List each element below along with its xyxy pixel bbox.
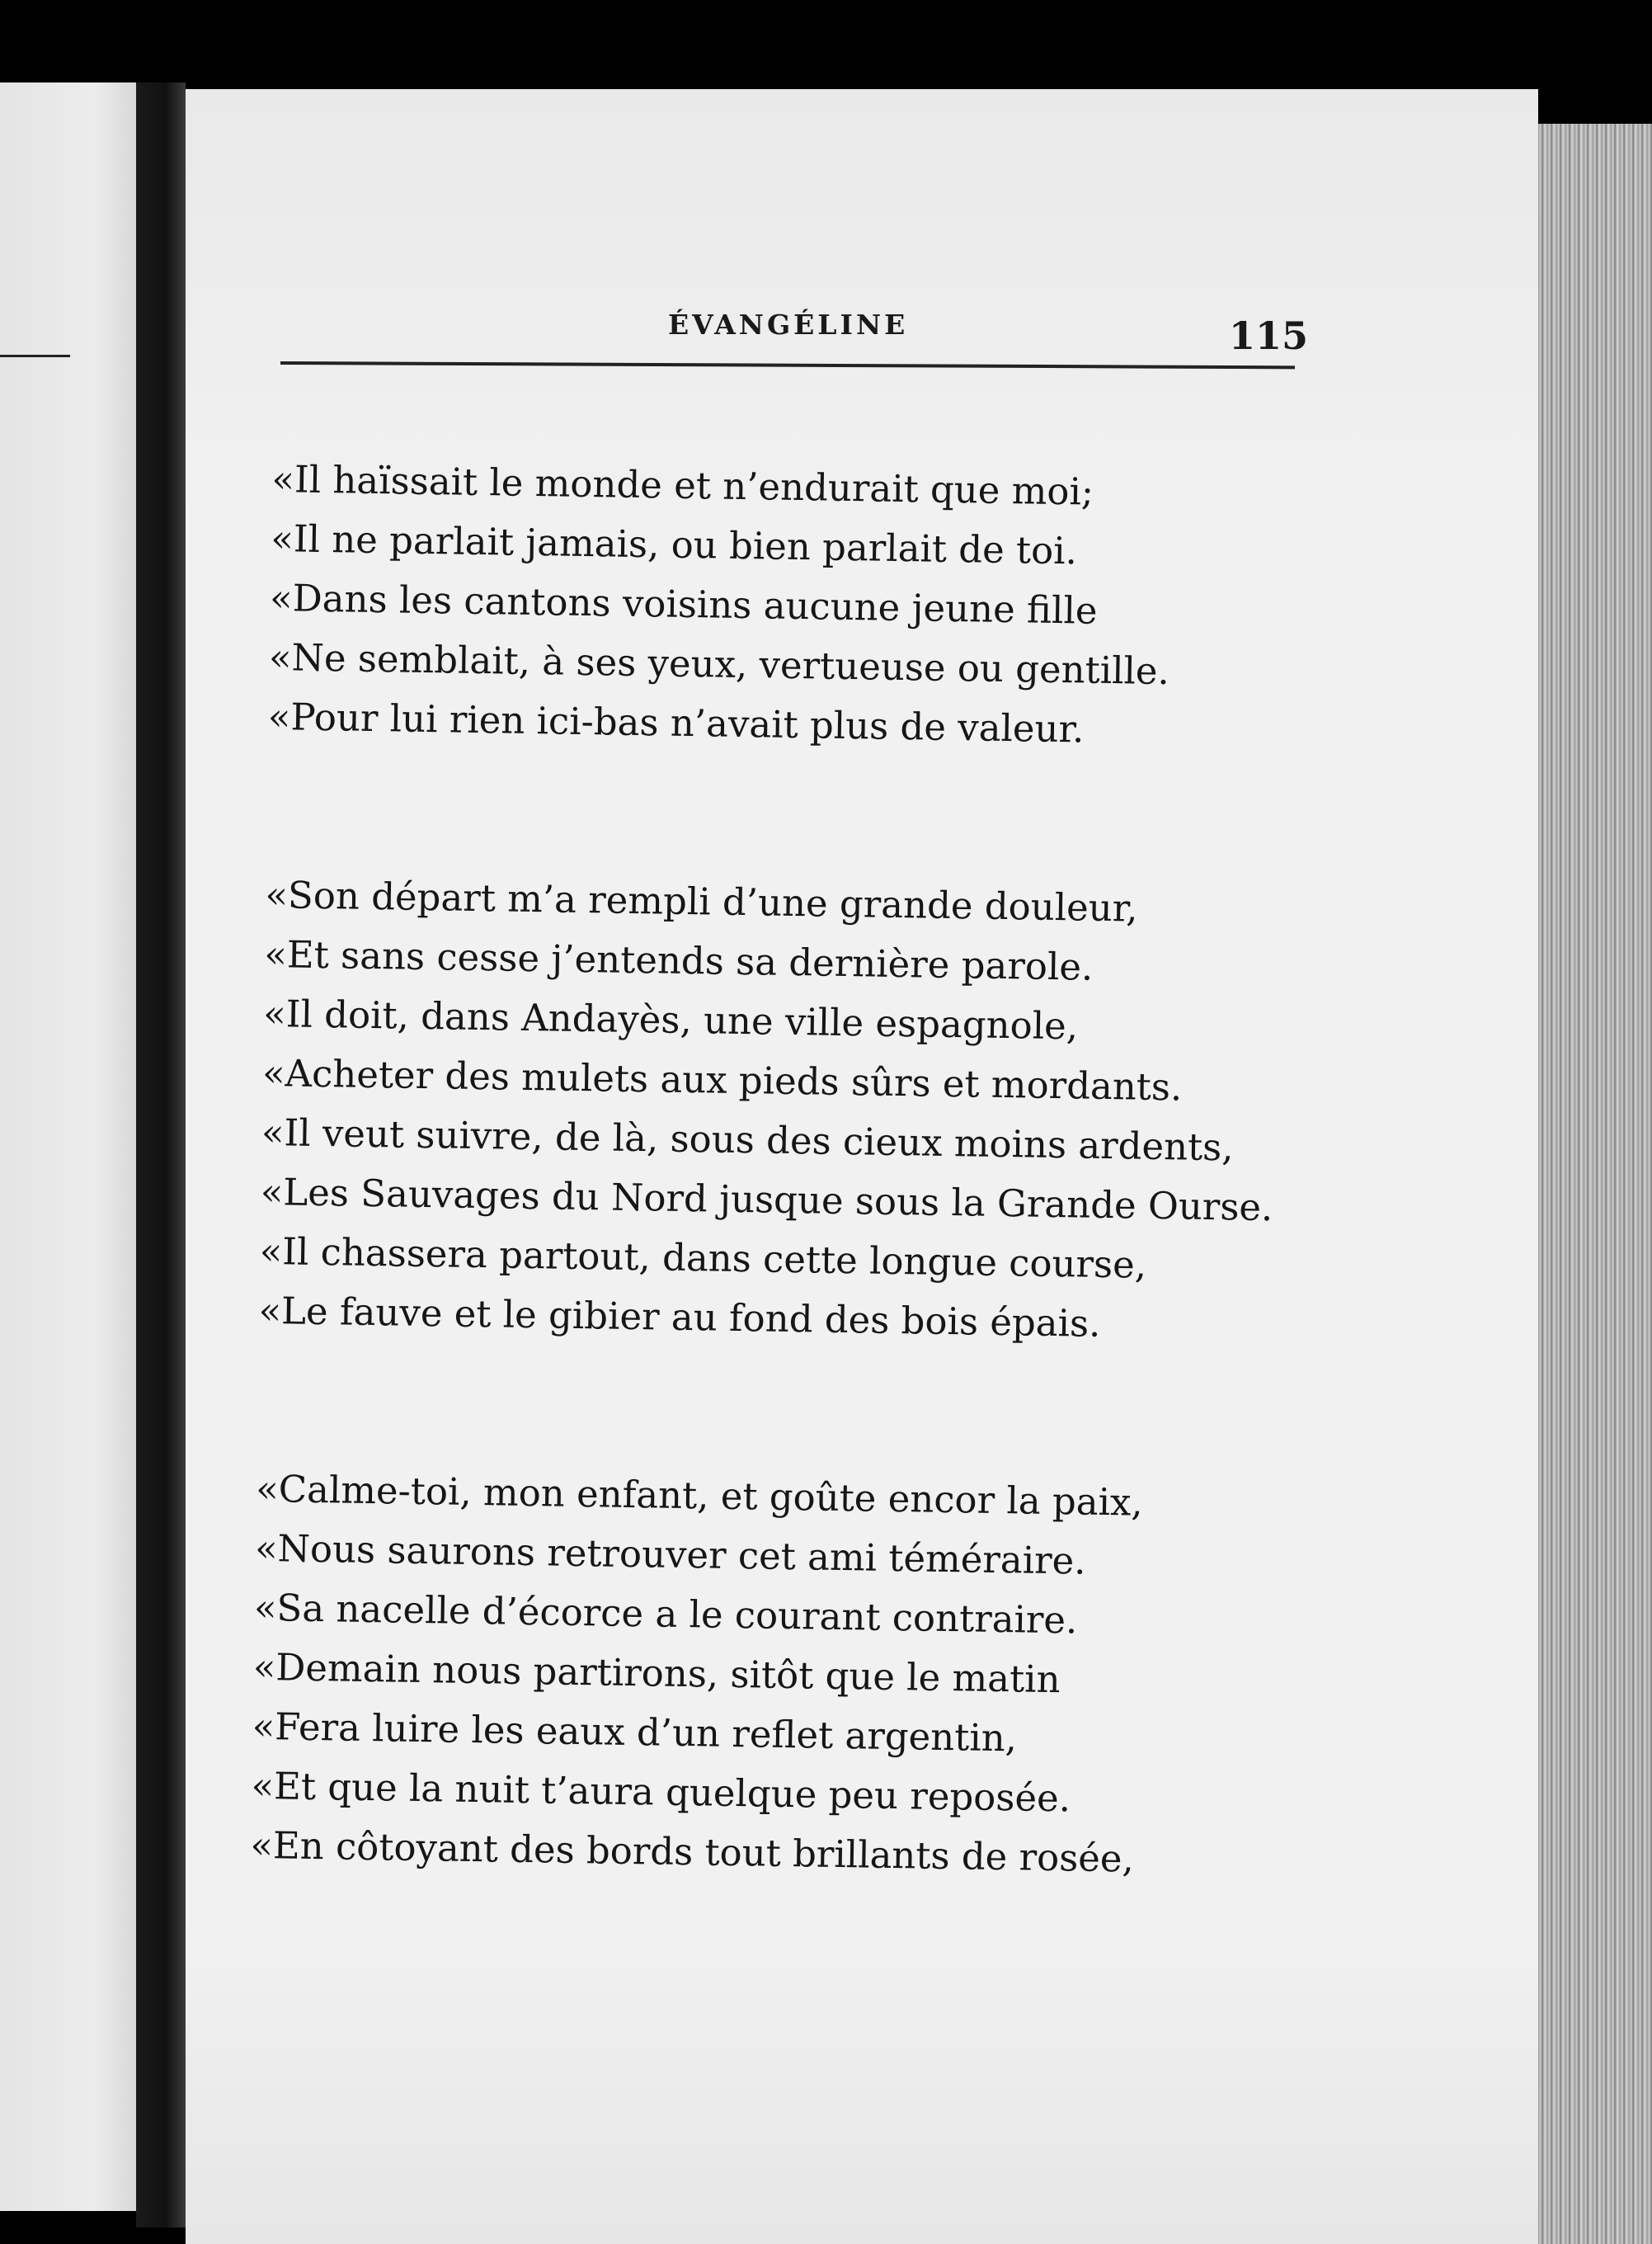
running-title: ÉVANGÉLINE — [668, 309, 909, 341]
verse-line: «Il veut suivre, de là, sous des cieux moins ardents, — [261, 1110, 1234, 1170]
verse-line: «Les Sauvages du Nord jusque sous la Grande Ourse. — [260, 1169, 1273, 1230]
facing-page-rule — [0, 355, 70, 357]
verse-line: «Son départ m’a rempli d’une grande douleur, — [265, 872, 1138, 931]
verse-line: «Demain nous partirons, sitôt que le matin — [252, 1644, 1061, 1702]
verse-line: «Et que la nuit t’aura quelque peu reposée. — [251, 1763, 1071, 1821]
stanza — [267, 450, 1344, 763]
book-gutter — [136, 82, 186, 2228]
verse-line: «Acheter des mulets aux pieds sûrs et mordants. — [261, 1050, 1183, 1110]
verse-line: «Il chassera partout, dans cette longue course, — [259, 1228, 1147, 1287]
header-rule — [280, 361, 1295, 369]
scan-top-border — [0, 0, 1652, 91]
verse-line: «Pour lui rien ici-bas n’avait plus de valeur. — [267, 694, 1085, 752]
verse-line: «Nous saurons retrouver cet ami téméraire. — [254, 1525, 1086, 1583]
stanza — [250, 1459, 1329, 1892]
verse-line: «Et sans cesse j’entends sa dernière parole. — [263, 931, 1094, 989]
page-header — [280, 297, 1309, 396]
verse-line: «En côtoyant des bords tout brillants de rosée, — [250, 1822, 1135, 1881]
page-stack-edge — [1538, 124, 1652, 2244]
verse-line: «Fera luire les eaux d’un reflet argentin, — [252, 1704, 1018, 1761]
verse-line: «Il doit, dans Andayès, une ville espagnole, — [262, 991, 1079, 1049]
page-number: 115 — [1229, 314, 1309, 358]
poem-text — [250, 450, 1344, 1892]
verse-line: «Calme-toi, mon enfant, et goûte encor la paix, — [255, 1466, 1144, 1525]
verse-line: «Il haïssait le monde et n’endurait que moi; — [271, 456, 1094, 514]
stanza — [258, 865, 1338, 1357]
verse-line: «Dans les cantons voisins aucune jeune fille — [269, 575, 1098, 633]
verse-line: «Le fauve et le gibier au fond des bois épais. — [258, 1288, 1101, 1346]
verse-line: «Ne semblait, à ses yeux, vertueuse ou gentille. — [268, 634, 1170, 694]
facing-page-edge — [0, 82, 136, 2211]
verse-line: «Il ne parlait jamais, ou bien parlait de toi. — [270, 516, 1078, 573]
verse-line: «Sa nacelle d’écorce a le courant contraire. — [253, 1585, 1078, 1643]
